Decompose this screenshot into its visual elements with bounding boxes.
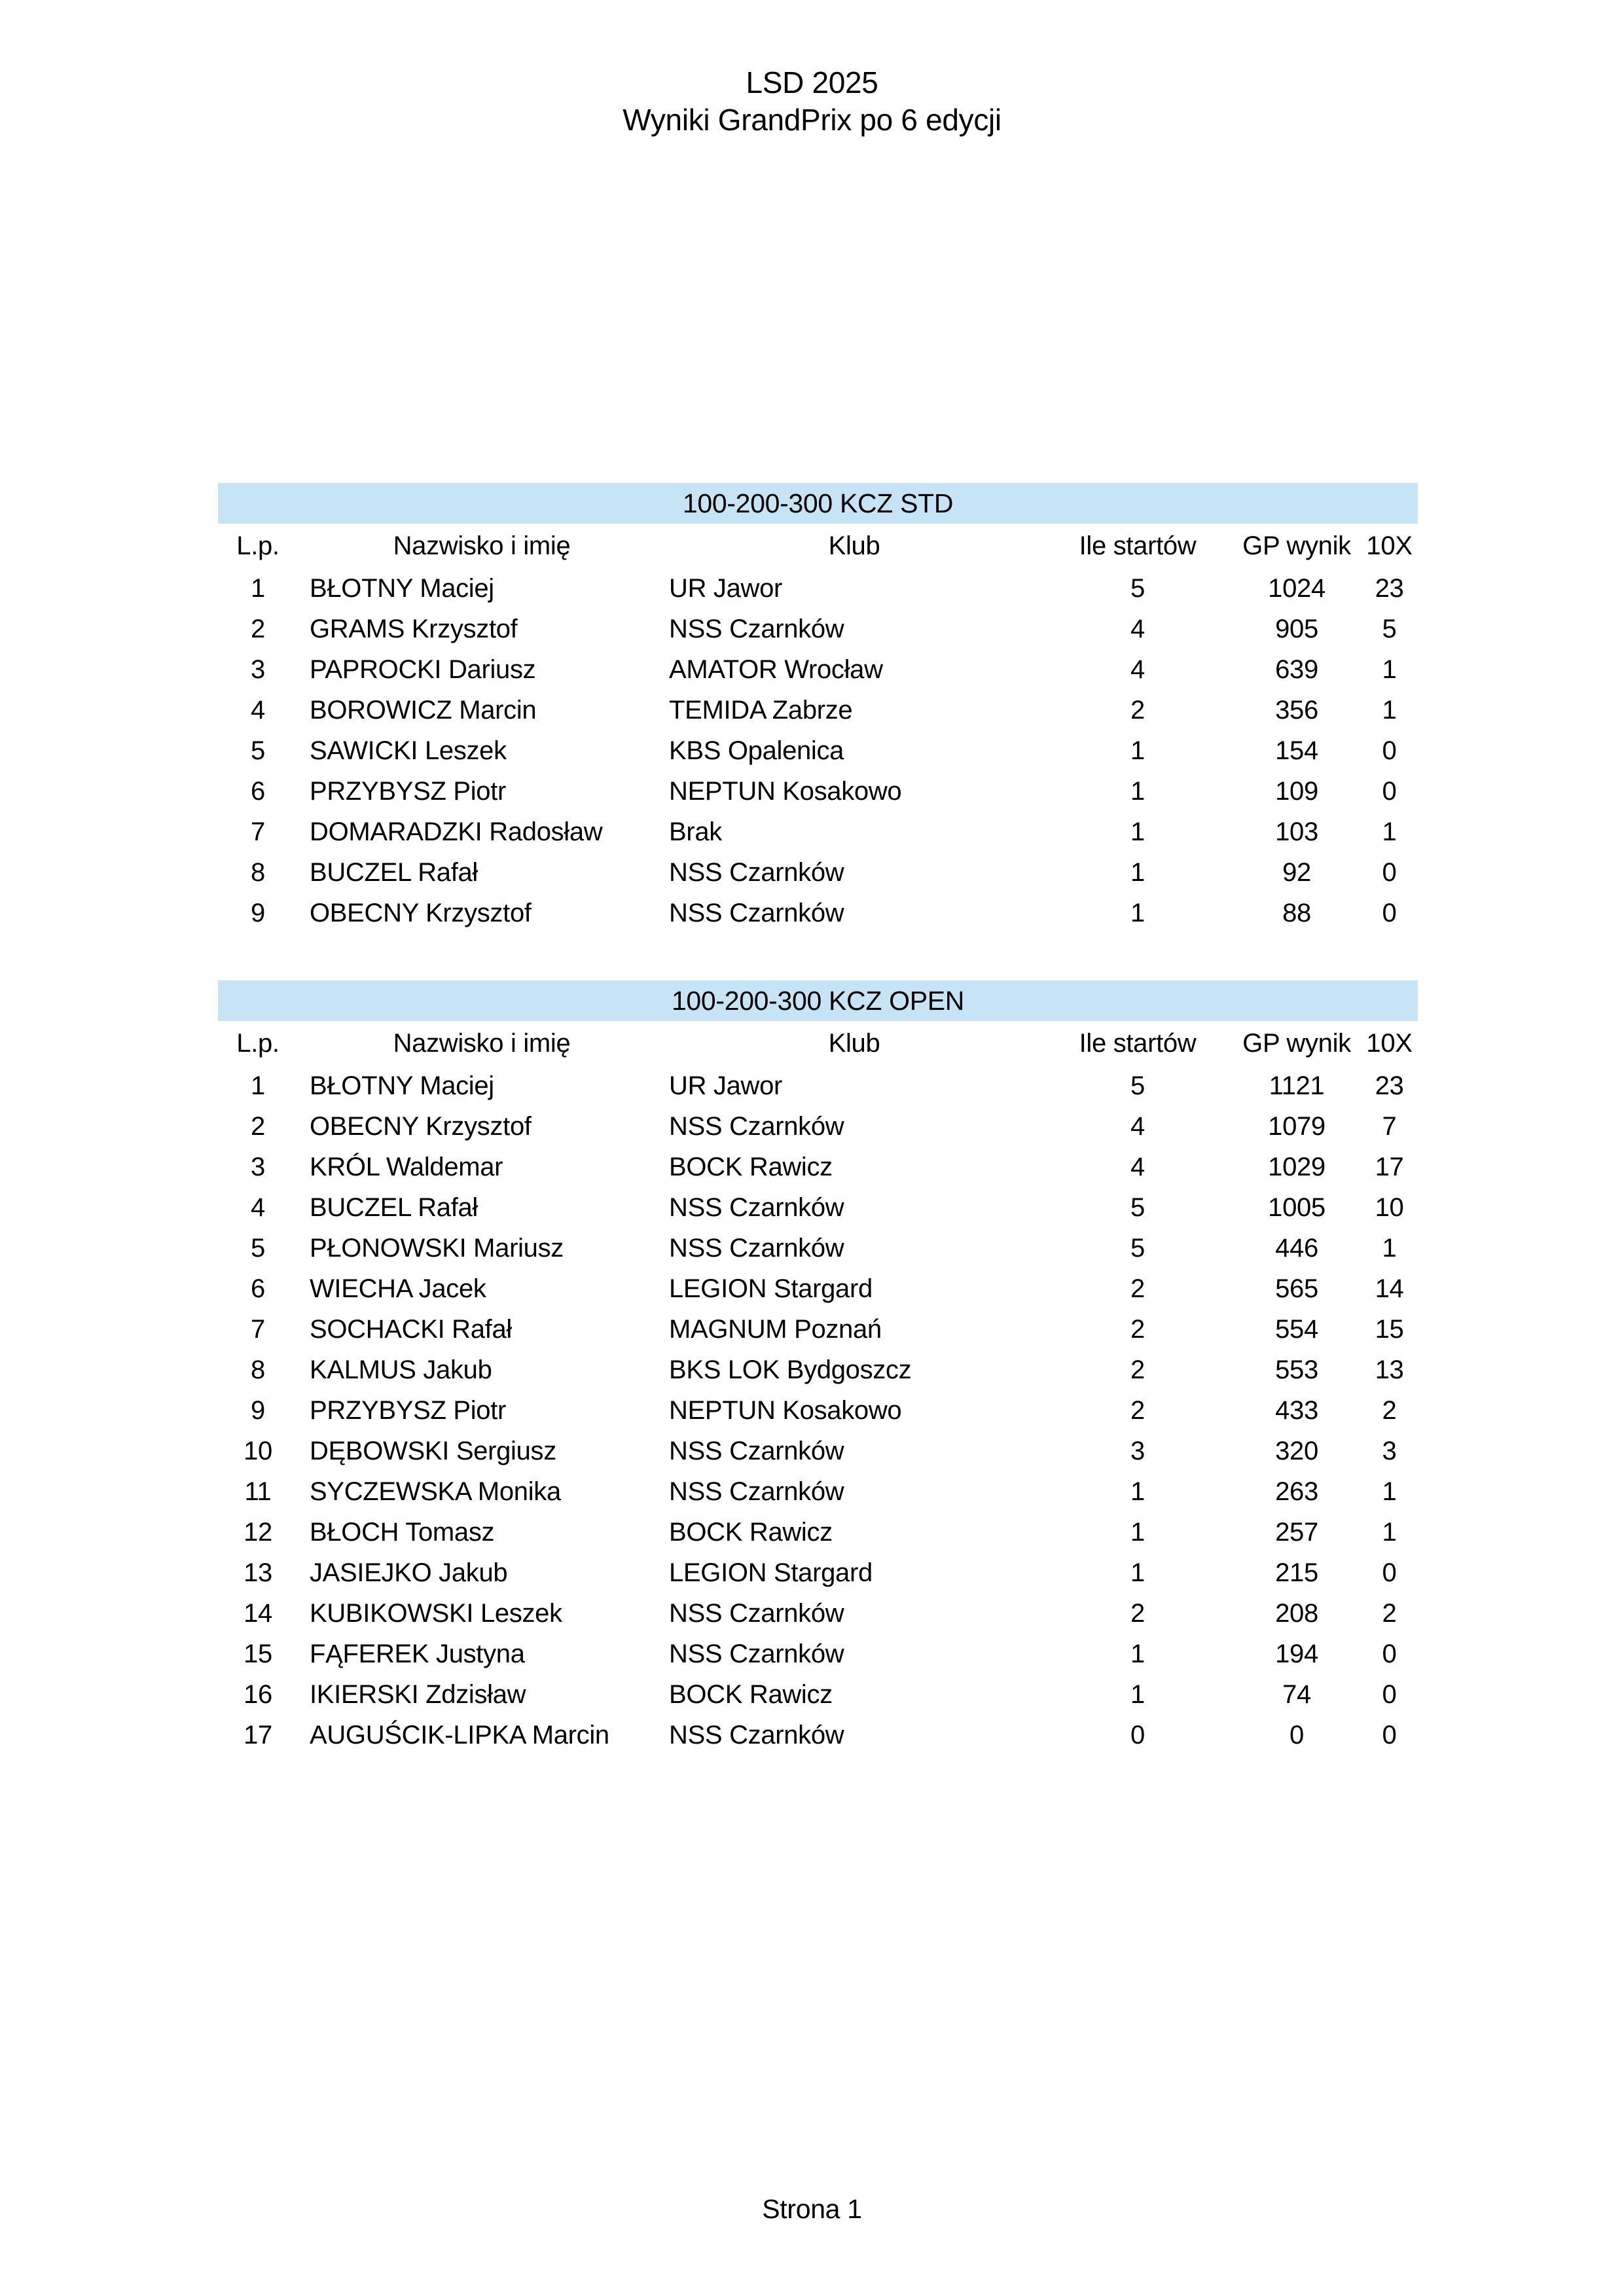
tens-cell: 3: [1382, 1436, 1397, 1465]
tens-cell: 13: [1375, 1355, 1404, 1384]
rank-cell: 2: [251, 614, 265, 643]
results-grid: [218, 524, 1418, 933]
rank-cell: 2: [251, 1111, 265, 1141]
rank-cell: 3: [251, 655, 265, 684]
results-grid: [218, 1021, 1418, 1755]
name-cell: SAWICKI Leszek: [310, 736, 507, 765]
rank-cell: 7: [251, 1314, 265, 1344]
rank-cell: 5: [251, 736, 265, 765]
table-row: [218, 730, 1418, 771]
gp-score-cell: 320: [1275, 1436, 1318, 1465]
name-cell: GRAMS Krzysztof: [310, 614, 518, 643]
table-row: [218, 1471, 1418, 1512]
table-row: [218, 812, 1418, 852]
column-header-1: Nazwisko i imię: [393, 531, 571, 560]
starts-cell: 1: [1130, 1517, 1145, 1547]
tens-cell: 23: [1375, 1071, 1404, 1100]
table-row: [218, 690, 1418, 730]
table-row: [218, 1350, 1418, 1390]
gp-score-cell: 1024: [1268, 573, 1326, 603]
club-cell: NEPTUN Kosakowo: [669, 1395, 902, 1425]
club-cell: NSS Czarnków: [669, 1598, 844, 1628]
tens-cell: 0: [1382, 1679, 1397, 1709]
starts-cell: 2: [1130, 1598, 1145, 1628]
rank-cell: 4: [251, 1193, 265, 1222]
tens-cell: 1: [1382, 1477, 1397, 1506]
rank-cell: 3: [251, 1152, 265, 1181]
starts-cell: 4: [1130, 1111, 1145, 1141]
table-row: [218, 609, 1418, 649]
tens-cell: 2: [1382, 1598, 1397, 1628]
gp-score-cell: 109: [1275, 776, 1318, 806]
starts-cell: 1: [1130, 817, 1145, 846]
tens-cell: 5: [1382, 614, 1397, 643]
gp-score-cell: 553: [1275, 1355, 1318, 1384]
column-header-3: Ile startów: [1079, 531, 1197, 560]
name-cell: BUCZEL Rafał: [310, 1193, 478, 1222]
club-cell: AMATOR Wrocław: [669, 655, 883, 684]
gp-score-cell: 433: [1275, 1395, 1318, 1425]
gp-score-cell: 208: [1275, 1598, 1318, 1628]
name-cell: BUCZEL Rafał: [310, 857, 478, 887]
gp-score-cell: 194: [1275, 1639, 1318, 1668]
rank-cell: 16: [244, 1679, 272, 1709]
starts-cell: 1: [1130, 898, 1145, 927]
club-cell: NSS Czarnków: [669, 1436, 844, 1465]
column-header-2: Klub: [828, 531, 880, 560]
name-cell: FĄFEREK Justyna: [310, 1639, 525, 1668]
rank-cell: 4: [251, 695, 265, 725]
club-cell: BKS LOK Bydgoszcz: [669, 1355, 912, 1384]
club-cell: BOCK Rawicz: [669, 1152, 833, 1181]
name-cell: JASIEJKO Jakub: [310, 1558, 508, 1587]
table-row: [218, 771, 1418, 812]
club-cell: UR Jawor: [669, 573, 783, 603]
tens-cell: 0: [1382, 857, 1397, 887]
name-cell: PAPROCKI Dariusz: [310, 655, 536, 684]
club-cell: TEMIDA Zabrze: [669, 695, 853, 725]
starts-cell: 5: [1130, 573, 1145, 603]
results-table-std: [218, 483, 1418, 933]
gp-score-cell: 263: [1275, 1477, 1318, 1506]
table-row: [218, 1309, 1418, 1350]
name-cell: BŁOCH Tomasz: [310, 1517, 495, 1547]
rank-cell: 12: [244, 1517, 272, 1547]
tens-cell: 14: [1375, 1274, 1404, 1303]
club-cell: NSS Czarnków: [669, 1639, 844, 1668]
table-row: [218, 1147, 1418, 1187]
starts-cell: 1: [1130, 1477, 1145, 1506]
starts-cell: 2: [1130, 1355, 1145, 1384]
tens-cell: 23: [1375, 573, 1404, 603]
club-cell: KBS Opalenica: [669, 736, 844, 765]
starts-cell: 4: [1130, 614, 1145, 643]
club-cell: NSS Czarnków: [669, 857, 844, 887]
table-row: [218, 1228, 1418, 1268]
column-header-0: L.p.: [236, 531, 280, 560]
gp-score-cell: 74: [1282, 1679, 1311, 1709]
table-row: [218, 893, 1418, 933]
name-cell: KRÓL Waldemar: [310, 1152, 503, 1181]
starts-cell: 5: [1130, 1071, 1145, 1100]
table-row: [218, 1715, 1418, 1755]
column-header-5: 10X: [1366, 531, 1413, 560]
tens-cell: 1: [1382, 1517, 1397, 1547]
column-header-2: Klub: [828, 1028, 880, 1058]
gp-score-cell: 1005: [1268, 1193, 1326, 1222]
document-header: [0, 64, 1624, 139]
table-row: [218, 1268, 1418, 1309]
name-cell: PRZYBYSZ Piotr: [310, 776, 507, 806]
tens-cell: 0: [1382, 898, 1397, 927]
rank-cell: 8: [251, 857, 265, 887]
title-line-1: LSD 2025: [746, 65, 878, 99]
tens-cell: 2: [1382, 1395, 1397, 1425]
table-title-banner: 100-200-300 KCZ OPEN: [218, 980, 1418, 1021]
gp-score-cell: 92: [1282, 857, 1311, 887]
tens-cell: 10: [1375, 1193, 1404, 1222]
rank-cell: 13: [244, 1558, 272, 1587]
starts-cell: 2: [1130, 1274, 1145, 1303]
table-row: [218, 1634, 1418, 1674]
club-cell: UR Jawor: [669, 1071, 783, 1100]
gp-score-cell: 905: [1275, 614, 1318, 643]
table-row: [218, 1390, 1418, 1431]
table-row: [218, 852, 1418, 893]
club-cell: BOCK Rawicz: [669, 1517, 833, 1547]
name-cell: BŁOTNY Maciej: [310, 573, 494, 603]
name-cell: SOCHACKI Rafał: [310, 1314, 512, 1344]
gp-score-cell: 103: [1275, 817, 1318, 846]
gp-score-cell: 215: [1275, 1558, 1318, 1587]
gp-score-cell: 356: [1275, 695, 1318, 725]
starts-cell: 0: [1130, 1720, 1145, 1749]
name-cell: KALMUS Jakub: [310, 1355, 492, 1384]
name-cell: IKIERSKI Zdzisław: [310, 1679, 526, 1709]
column-header-4: GP wynik: [1242, 531, 1351, 560]
name-cell: OBECNY Krzysztof: [310, 898, 532, 927]
rank-cell: 17: [244, 1720, 272, 1749]
name-cell: BŁOTNY Maciej: [310, 1071, 494, 1100]
starts-cell: 1: [1130, 776, 1145, 806]
name-cell: SYCZEWSKA Monika: [310, 1477, 561, 1506]
rank-cell: 15: [244, 1639, 272, 1668]
gp-score-cell: 154: [1275, 736, 1318, 765]
tens-cell: 0: [1382, 1639, 1397, 1668]
name-cell: KUBIKOWSKI Leszek: [310, 1598, 562, 1628]
column-header-4: GP wynik: [1242, 1028, 1351, 1058]
tens-cell: 7: [1382, 1111, 1397, 1141]
club-cell: NSS Czarnków: [669, 614, 844, 643]
club-cell: MAGNUM Poznań: [669, 1314, 882, 1344]
tens-cell: 17: [1375, 1152, 1404, 1181]
tens-cell: 0: [1382, 736, 1397, 765]
club-cell: BOCK Rawicz: [669, 1679, 833, 1709]
tens-cell: 1: [1382, 1233, 1397, 1263]
rank-cell: 1: [251, 573, 265, 603]
name-cell: BOROWICZ Marcin: [310, 695, 537, 725]
starts-cell: 2: [1130, 695, 1145, 725]
table-row: [218, 568, 1418, 609]
club-cell: NSS Czarnków: [669, 1111, 844, 1141]
table-row: [218, 1512, 1418, 1552]
club-cell: NSS Czarnków: [669, 1193, 844, 1222]
gp-score-cell: 639: [1275, 655, 1318, 684]
club-cell: NSS Czarnków: [669, 1720, 844, 1749]
column-header-1: Nazwisko i imię: [393, 1028, 571, 1058]
rank-cell: 6: [251, 1274, 265, 1303]
gp-score-cell: 446: [1275, 1233, 1318, 1263]
club-cell: NSS Czarnków: [669, 898, 844, 927]
starts-cell: 5: [1130, 1233, 1145, 1263]
table-row: [218, 1187, 1418, 1228]
rank-cell: 14: [244, 1598, 272, 1628]
starts-cell: 2: [1130, 1314, 1145, 1344]
rank-cell: 10: [244, 1436, 272, 1465]
table-row: [218, 1106, 1418, 1147]
name-cell: OBECNY Krzysztof: [310, 1111, 532, 1141]
table-row: [218, 1593, 1418, 1634]
rank-cell: 6: [251, 776, 265, 806]
starts-cell: 1: [1130, 1679, 1145, 1709]
club-cell: LEGION Stargard: [669, 1558, 873, 1587]
starts-cell: 3: [1130, 1436, 1145, 1465]
gp-score-cell: 0: [1290, 1720, 1304, 1749]
rank-cell: 9: [251, 898, 265, 927]
club-cell: Brak: [669, 817, 722, 846]
page-number: Strona 1: [762, 2194, 862, 2224]
tens-cell: 0: [1382, 1558, 1397, 1587]
rank-cell: 8: [251, 1355, 265, 1384]
club-cell: NSS Czarnków: [669, 1233, 844, 1263]
name-cell: WIECHA Jacek: [310, 1274, 486, 1303]
header-row: [218, 524, 1418, 568]
name-cell: PRZYBYSZ Piotr: [310, 1395, 507, 1425]
rank-cell: 11: [244, 1477, 272, 1506]
starts-cell: 1: [1130, 736, 1145, 765]
gp-score-cell: 1029: [1268, 1152, 1326, 1181]
club-cell: NEPTUN Kosakowo: [669, 776, 902, 806]
table-row: [218, 1431, 1418, 1471]
gp-score-cell: 88: [1282, 898, 1311, 927]
club-cell: NSS Czarnków: [669, 1477, 844, 1506]
rank-cell: 9: [251, 1395, 265, 1425]
gp-score-cell: 554: [1275, 1314, 1318, 1344]
starts-cell: 4: [1130, 1152, 1145, 1181]
starts-cell: 1: [1130, 857, 1145, 887]
tens-cell: 15: [1375, 1314, 1404, 1344]
column-header-0: L.p.: [236, 1028, 280, 1058]
header-row: [218, 1021, 1418, 1066]
club-cell: LEGION Stargard: [669, 1274, 873, 1303]
gp-score-cell: 1079: [1268, 1111, 1326, 1141]
name-cell: DĘBOWSKI Sergiusz: [310, 1436, 556, 1465]
table-row: [218, 1674, 1418, 1715]
title-line-2: Wyniki GrandPrix po 6 edycji: [623, 103, 1001, 137]
table-row: [218, 649, 1418, 690]
column-header-5: 10X: [1366, 1028, 1413, 1058]
tens-cell: 1: [1382, 695, 1397, 725]
starts-cell: 5: [1130, 1193, 1145, 1222]
gp-score-cell: 257: [1275, 1517, 1318, 1547]
table-row: [218, 1552, 1418, 1593]
table-row: [218, 1066, 1418, 1106]
table-title-banner: 100-200-300 KCZ STD: [218, 483, 1418, 524]
tens-cell: 0: [1382, 1720, 1397, 1749]
starts-cell: 4: [1130, 655, 1145, 684]
name-cell: PŁONOWSKI Mariusz: [310, 1233, 564, 1263]
rank-cell: 7: [251, 817, 265, 846]
column-header-3: Ile startów: [1079, 1028, 1197, 1058]
rank-cell: 1: [251, 1071, 265, 1100]
gp-score-cell: 1121: [1269, 1071, 1325, 1100]
rank-cell: 5: [251, 1233, 265, 1263]
starts-cell: 2: [1130, 1395, 1145, 1425]
name-cell: AUGUŚCIK-LIPKA Marcin: [310, 1720, 609, 1749]
name-cell: DOMARADZKI Radosław: [310, 817, 603, 846]
gp-score-cell: 565: [1275, 1274, 1318, 1303]
tens-cell: 0: [1382, 776, 1397, 806]
tens-cell: 1: [1382, 817, 1397, 846]
results-table-open: [218, 980, 1418, 1755]
starts-cell: 1: [1130, 1558, 1145, 1587]
starts-cell: 1: [1130, 1639, 1145, 1668]
tens-cell: 1: [1382, 655, 1397, 684]
